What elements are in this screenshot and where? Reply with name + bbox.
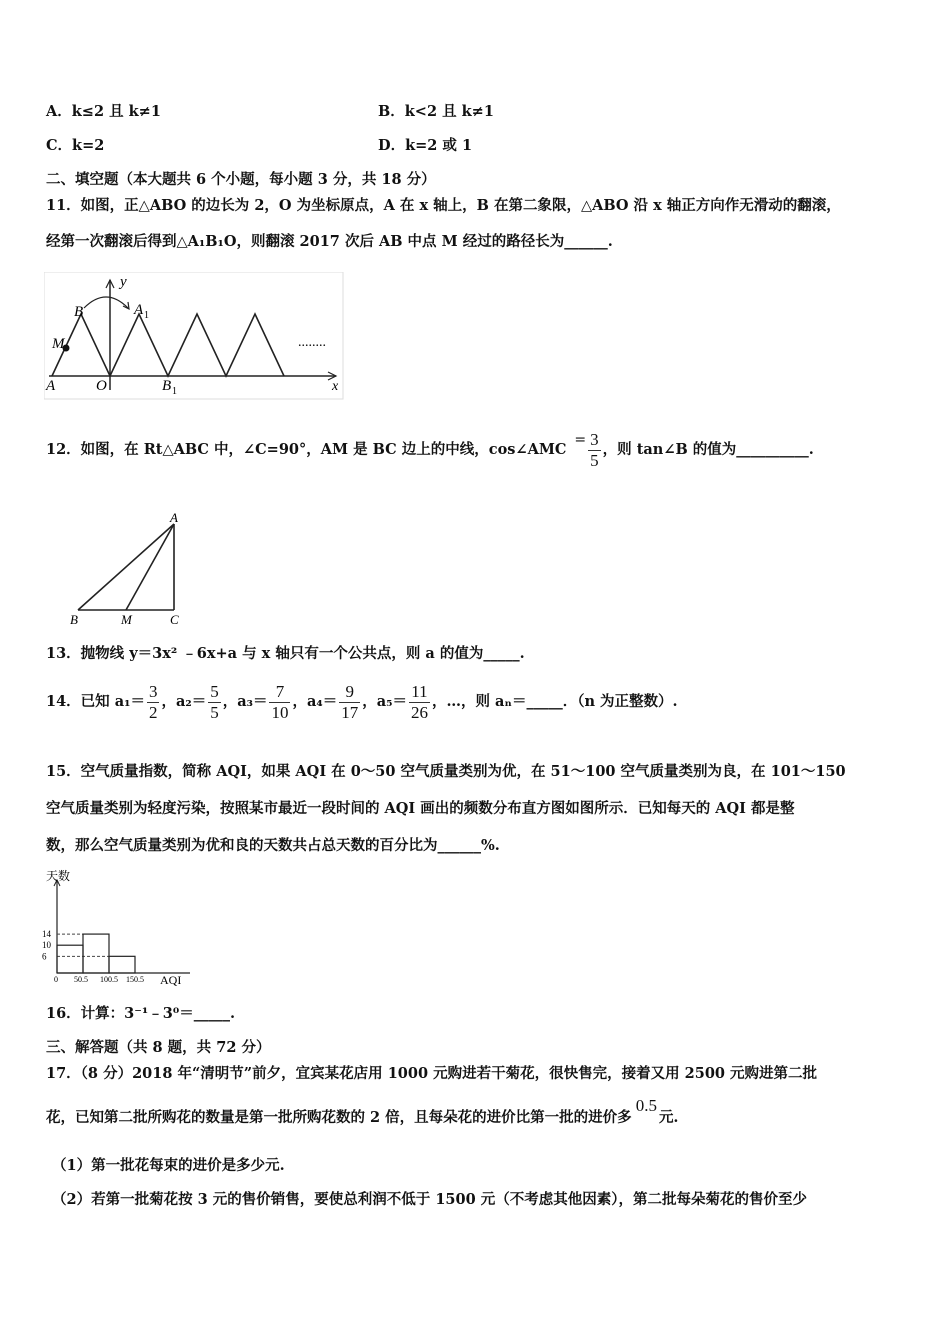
q12-line <box>46 424 814 476</box>
section-2-heading: 二、填空题（本大题共 6 个小题，每小题 3 分，共 18 分） <box>46 171 436 188</box>
q12-b-label: B <box>70 612 78 627</box>
aqi-bar-3 <box>109 956 135 973</box>
q17-value: 0.5 <box>635 1096 657 1115</box>
q14-line <box>46 676 678 728</box>
option-c: C．k=2 <box>46 137 105 154</box>
aqi-ytick-6: 6 <box>42 951 47 962</box>
q17-line1: 17．（8 分）2018 年“清明节”前夕，宜宾某花店用 1000 元购进若干菊花，很快售完，接着又用 2500 元购进第二批 <box>46 1065 818 1082</box>
q17-line2 <box>46 1098 679 1138</box>
aqi-ytick-10: 10 <box>42 940 51 951</box>
q11-y-label: y <box>120 274 127 290</box>
q14-frac-2: $\frac{5}{5}$ <box>210 681 219 722</box>
option-d: D．k=2 或 1 <box>378 137 473 154</box>
q12-pre: 12．如图，在 Rt△ABC 中，∠C=90°，AM 是 BC 边上的中线，cos∠AMC <box>46 441 567 458</box>
q15-line3: 数，那么空气质量类别为优和良的天数共占总天数的百分比为______%. <box>46 837 500 854</box>
option-a: A．k≤2 且 k≠1 <box>46 103 161 120</box>
aqi-xtick-1: 0 <box>54 975 58 984</box>
aqi-bar-1 <box>57 945 83 973</box>
q17-line2-pre: 花，已知第二批所购花的数量是第一批所购花数的 2 倍，且每朵花的进价比第一批的进价多 <box>46 1109 632 1126</box>
q11-a1-sub: 1 <box>144 310 149 321</box>
q12-m-label: M <box>121 612 132 627</box>
aqi-bar-2 <box>83 934 109 973</box>
q13-line: 13．抛物线 y＝3x² ﹣6x+a 与 x 轴只有一个公共点，则 a 的值为_____. <box>46 645 525 662</box>
q15-aqi-histogram <box>40 866 200 988</box>
aqi-ytick-14: 14 <box>42 929 51 940</box>
q14-frac-5: $\frac{11}{26}$ <box>410 681 428 722</box>
option-b: B．k<2 且 k≠1 <box>378 103 494 120</box>
q11-b-label: B <box>74 304 84 320</box>
q12-post: ，则 tan∠B 的值为__________. <box>602 441 814 458</box>
q14-sep-1: ，a₂＝ <box>161 693 207 710</box>
q11-o-label: O <box>96 378 107 394</box>
q14-pre: 14．已知 a₁＝ <box>46 693 145 710</box>
q12-den: 5 <box>590 450 599 470</box>
q14-sep-4: ，a₅＝ <box>362 693 407 710</box>
q12-right-triangle-figure <box>66 510 186 628</box>
q17-part2: （2）若第一批菊花按 3 元的售价销售，要使总利润不低于 1500 元（不考虑其他因素），第二批每朵菊花的售价至少 <box>52 1191 807 1208</box>
q14-sep-2: ，a₃＝ <box>222 693 268 710</box>
q14-frac-4: $\frac{9}{17}$ <box>341 681 359 722</box>
q11-x-label: x <box>332 379 339 394</box>
q15-xlabel: AQI <box>160 973 182 987</box>
q15-line2: 空气质量类别为轻度污染，按照某市最近一段时间的 AQI 画出的频数分布直方图如图所示．已知每天的 AQI 都是整 <box>46 800 795 817</box>
q15-line1: 15．空气质量指数，简称 AQI，如果 AQI 在 0～50 空气质量类别为优，在 51～100 空气质量类别为良，在 101～150 <box>46 763 846 780</box>
q14-frac-1: $\frac{3}{2}$ <box>148 681 158 722</box>
q16-line: 16．计算：3⁻¹﹣3⁰＝_____. <box>46 1005 236 1022</box>
aqi-xtick-3: 100.5 <box>100 975 118 984</box>
q12-cos-fraction <box>588 430 601 471</box>
q12-num: 3 <box>590 429 599 449</box>
q14-sep-5: ，…，则 aₙ＝_____．（n 为正整数）. <box>431 693 678 710</box>
q11-dots: ........ <box>298 335 326 350</box>
q15-ylabel: 天数 <box>46 869 71 883</box>
q12-eq: = <box>574 432 587 448</box>
q11-line1: 11．如图，正△ABO 的边长为 2，O 为坐标原点，A 在 x 轴上，B 在第二象限，△ABO 沿 x 轴正方向作无滑动的翻滚， <box>46 197 841 214</box>
section-3-heading: 三、解答题（共 8 题，共 72 分） <box>46 1039 271 1056</box>
q14-sep-3: ，a₄＝ <box>292 693 338 710</box>
q17-part1: （1）第一批花每束的进价是多少元. <box>52 1157 285 1174</box>
aqi-xtick-2: 50.5 <box>74 975 88 984</box>
q11-line2: 经第一次翻滚后得到△A₁B₁O，则翻滚 2017 次后 AB 中点 M 经过的路径长为______. <box>46 233 613 250</box>
aqi-xtick-4: 150.5 <box>126 975 144 984</box>
q11-rolling-triangle-figure <box>44 272 344 400</box>
q14-frac-3: $\frac{7}{10}$ <box>271 681 289 722</box>
q11-a-label: A <box>46 378 56 394</box>
q11-b1-label: B <box>162 378 172 394</box>
q11-a1-label: A <box>134 302 144 318</box>
q12-c-label: C <box>170 612 179 627</box>
q11-b1-sub: 1 <box>172 386 177 397</box>
q17-line2-post: 元. <box>658 1109 679 1126</box>
q12-a-label: A <box>170 510 178 525</box>
q11-m-label: M <box>52 336 65 352</box>
